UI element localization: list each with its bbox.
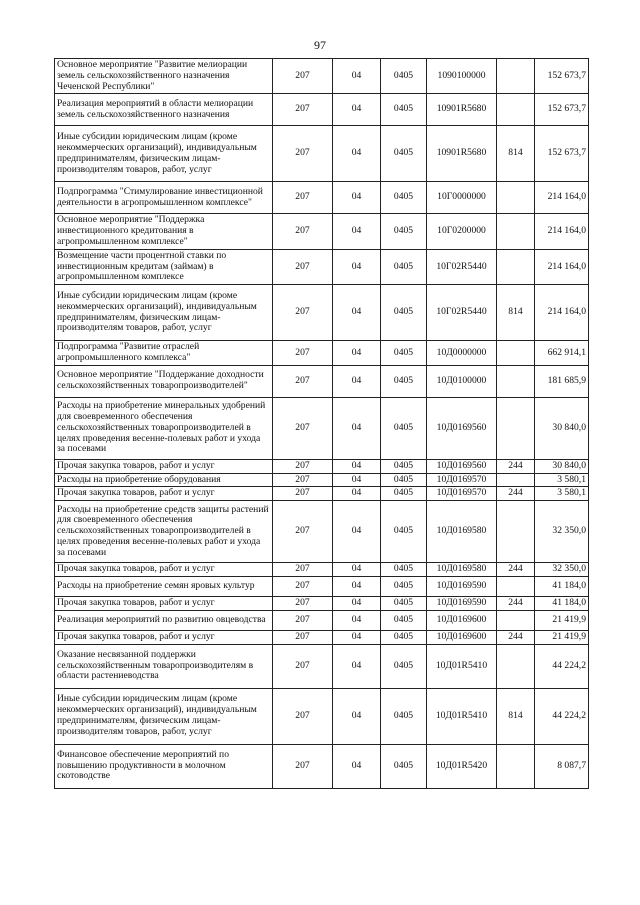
- row-expense-type-code: [497, 341, 535, 366]
- row-subsection-code: 0405: [381, 644, 427, 688]
- row-amount: 44 224,2: [535, 644, 589, 688]
- row-ministry-code: 207: [273, 126, 333, 182]
- row-name: Оказание несвязанной поддержки сельскохозяйственным товаропроизводителям в области растениеводства: [55, 644, 273, 688]
- row-amount: 662 914,1: [535, 341, 589, 366]
- row-amount: 181 685,9: [535, 365, 589, 397]
- row-target-code: 10Д01R5420: [427, 744, 497, 788]
- row-target-code: 10Д0169570: [427, 487, 497, 501]
- table-row: [55, 285, 589, 341]
- row-section-code: 04: [333, 688, 381, 744]
- row-amount: 3 580,1: [535, 473, 589, 487]
- table-row: [55, 744, 589, 788]
- row-name: Расходы на приобретение средств защиты растений для своевременного обеспечения сельскохозяйственных товаропроизводителей в целях проведения весенне-полевых работ и ухода за посевами: [55, 501, 273, 563]
- row-ministry-code: 207: [273, 596, 333, 610]
- row-section-code: 04: [333, 341, 381, 366]
- row-expense-type-code: [497, 744, 535, 788]
- row-subsection-code: 0405: [381, 59, 427, 94]
- row-ministry-code: 207: [273, 214, 333, 249]
- row-target-code: 1090100000: [427, 59, 497, 94]
- row-target-code: 10Д01R5410: [427, 644, 497, 688]
- row-expense-type-code: 814: [497, 126, 535, 182]
- row-name: Основное мероприятие "Развитие мелиорации земель сельскохозяйственного назначения Чеченской Республики": [55, 59, 273, 94]
- row-target-code: 10Г02R5440: [427, 285, 497, 341]
- row-name: Иные субсидии юридическим лицам (кроме некоммерческих организаций), индивидуальным предпринимателям, физическим лицам-производителям товаров, работ, услуг: [55, 285, 273, 341]
- row-section-code: 04: [333, 249, 381, 284]
- row-section-code: 04: [333, 596, 381, 610]
- row-expense-type-code: 244: [497, 487, 535, 501]
- table-row: [55, 576, 589, 596]
- row-ministry-code: 207: [273, 473, 333, 487]
- table-row: [55, 397, 589, 459]
- table-row: [55, 487, 589, 501]
- row-amount: 8 087,7: [535, 744, 589, 788]
- row-name: Расходы на приобретение оборудования: [55, 473, 273, 487]
- table-row: [55, 126, 589, 182]
- row-section-code: 04: [333, 744, 381, 788]
- row-amount: 32 350,0: [535, 501, 589, 563]
- row-expense-type-code: [497, 365, 535, 397]
- row-subsection-code: 0405: [381, 473, 427, 487]
- row-section-code: 04: [333, 563, 381, 577]
- row-subsection-code: 0405: [381, 365, 427, 397]
- row-name: Подпрограмма "Развитие отраслей агропромышленного комплекса": [55, 341, 273, 366]
- table-row: [55, 596, 589, 610]
- row-expense-type-code: [497, 473, 535, 487]
- row-subsection-code: 0405: [381, 126, 427, 182]
- row-expense-type-code: [497, 59, 535, 94]
- row-name: Основное мероприятие "Поддержка инвестиционного кредитования в агропромышленном комплексе": [55, 214, 273, 249]
- row-name: Основное мероприятие "Поддержание доходности сельскохозяйственных товаропроизводителей": [55, 365, 273, 397]
- budget-table-body: [55, 59, 589, 789]
- table-row: [55, 563, 589, 577]
- row-amount: 214 164,0: [535, 249, 589, 284]
- row-subsection-code: 0405: [381, 576, 427, 596]
- row-amount: 41 184,0: [535, 576, 589, 596]
- row-ministry-code: 207: [273, 94, 333, 126]
- row-expense-type-code: [497, 610, 535, 630]
- row-ministry-code: 207: [273, 341, 333, 366]
- row-target-code: 10Д0000000: [427, 341, 497, 366]
- row-expense-type-code: [497, 644, 535, 688]
- row-ministry-code: 207: [273, 365, 333, 397]
- row-amount: 44 224,2: [535, 688, 589, 744]
- row-expense-type-code: 244: [497, 459, 535, 473]
- page-number: 97: [314, 38, 326, 52]
- row-target-code: 10Д0169580: [427, 563, 497, 577]
- table-row: [55, 365, 589, 397]
- row-expense-type-code: [497, 501, 535, 563]
- row-ministry-code: 207: [273, 487, 333, 501]
- row-ministry-code: 207: [273, 459, 333, 473]
- row-name: Иные субсидии юридическим лицам (кроме некоммерческих организаций), индивидуальным предпринимателям, физическим лицам-производителям товаров, работ, услуг: [55, 688, 273, 744]
- row-amount: 152 673,7: [535, 94, 589, 126]
- row-amount: 152 673,7: [535, 126, 589, 182]
- row-subsection-code: 0405: [381, 285, 427, 341]
- row-target-code: 10Д0169560: [427, 459, 497, 473]
- row-ministry-code: 207: [273, 501, 333, 563]
- table-row: [55, 59, 589, 94]
- row-target-code: 10Г0000000: [427, 182, 497, 214]
- row-target-code: 10Д0169600: [427, 610, 497, 630]
- table-row: [55, 214, 589, 249]
- table-row: [55, 459, 589, 473]
- row-amount: 30 840,0: [535, 397, 589, 459]
- row-expense-type-code: 244: [497, 563, 535, 577]
- row-section-code: 04: [333, 487, 381, 501]
- row-subsection-code: 0405: [381, 487, 427, 501]
- row-expense-type-code: [497, 397, 535, 459]
- row-target-code: 10Д01R5410: [427, 688, 497, 744]
- row-name: Реализация мероприятий в области мелиорации земель сельскохозяйственного назначения: [55, 94, 273, 126]
- row-ministry-code: 207: [273, 576, 333, 596]
- row-ministry-code: 207: [273, 630, 333, 644]
- row-section-code: 04: [333, 576, 381, 596]
- table-row: [55, 249, 589, 284]
- row-amount: 214 164,0: [535, 182, 589, 214]
- row-subsection-code: 0405: [381, 94, 427, 126]
- row-section-code: 04: [333, 630, 381, 644]
- row-subsection-code: 0405: [381, 610, 427, 630]
- row-subsection-code: 0405: [381, 688, 427, 744]
- row-subsection-code: 0405: [381, 744, 427, 788]
- table-row: [55, 182, 589, 214]
- row-section-code: 04: [333, 214, 381, 249]
- row-expense-type-code: 814: [497, 285, 535, 341]
- row-subsection-code: 0405: [381, 397, 427, 459]
- row-subsection-code: 0405: [381, 459, 427, 473]
- row-expense-type-code: 244: [497, 630, 535, 644]
- row-amount: 41 184,0: [535, 596, 589, 610]
- table-row: [55, 473, 589, 487]
- row-amount: 214 164,0: [535, 285, 589, 341]
- row-expense-type-code: [497, 249, 535, 284]
- row-amount: 152 673,7: [535, 59, 589, 94]
- row-target-code: 10901R5680: [427, 126, 497, 182]
- row-ministry-code: 207: [273, 285, 333, 341]
- row-name: Финансовое обеспечение мероприятий по повышению продуктивности в молочном скотоводстве: [55, 744, 273, 788]
- row-subsection-code: 0405: [381, 501, 427, 563]
- row-target-code: 10Д0169600: [427, 630, 497, 644]
- row-name: Прочая закупка товаров, работ и услуг: [55, 630, 273, 644]
- table-row: [55, 341, 589, 366]
- row-expense-type-code: [497, 214, 535, 249]
- row-name: Прочая закупка товаров, работ и услуг: [55, 487, 273, 501]
- row-target-code: 10Д0169560: [427, 397, 497, 459]
- row-section-code: 04: [333, 126, 381, 182]
- row-name: Подпрограмма "Стимулирование инвестиционной деятельности в агропромышленном комплексе": [55, 182, 273, 214]
- row-amount: 21 419,9: [535, 630, 589, 644]
- table-row: [55, 688, 589, 744]
- row-target-code: 10Г02R5440: [427, 249, 497, 284]
- row-amount: 21 419,9: [535, 610, 589, 630]
- row-ministry-code: 207: [273, 249, 333, 284]
- row-ministry-code: 207: [273, 744, 333, 788]
- table-row: [55, 94, 589, 126]
- row-target-code: 10Г0200000: [427, 214, 497, 249]
- row-subsection-code: 0405: [381, 630, 427, 644]
- row-ministry-code: 207: [273, 59, 333, 94]
- row-ministry-code: 207: [273, 563, 333, 577]
- row-amount: 214 164,0: [535, 214, 589, 249]
- row-section-code: 04: [333, 473, 381, 487]
- budget-table: [54, 58, 589, 789]
- row-name: Иные субсидии юридическим лицам (кроме некоммерческих организаций), индивидуальным предпринимателям, физическим лицам-производителям товаров, работ, услуг: [55, 126, 273, 182]
- table-row: [55, 610, 589, 630]
- table-row: [55, 501, 589, 563]
- row-subsection-code: 0405: [381, 249, 427, 284]
- row-target-code: 10Д0169580: [427, 501, 497, 563]
- table-row: [55, 644, 589, 688]
- row-section-code: 04: [333, 59, 381, 94]
- row-subsection-code: 0405: [381, 563, 427, 577]
- row-name: Прочая закупка товаров, работ и услуг: [55, 563, 273, 577]
- row-section-code: 04: [333, 610, 381, 630]
- table-row: [55, 630, 589, 644]
- row-amount: 3 580,1: [535, 487, 589, 501]
- row-section-code: 04: [333, 182, 381, 214]
- row-target-code: 10901R5680: [427, 94, 497, 126]
- row-expense-type-code: 244: [497, 596, 535, 610]
- row-target-code: 10Д0169570: [427, 473, 497, 487]
- row-section-code: 04: [333, 365, 381, 397]
- row-name: Расходы на приобретение минеральных удобрений для своевременного обеспечения сельскохозяйственных товаропроизводителей в целях проведения весенне-полевых работ и ухода за посевами: [55, 397, 273, 459]
- row-ministry-code: 207: [273, 644, 333, 688]
- row-expense-type-code: [497, 182, 535, 214]
- row-name: Расходы на приобретение семян яровых культур: [55, 576, 273, 596]
- row-section-code: 04: [333, 459, 381, 473]
- row-section-code: 04: [333, 644, 381, 688]
- row-name: Реализация мероприятий по развитию овцеводства: [55, 610, 273, 630]
- row-name: Прочая закупка товаров, работ и услуг: [55, 596, 273, 610]
- row-subsection-code: 0405: [381, 214, 427, 249]
- row-amount: 32 350,0: [535, 563, 589, 577]
- row-expense-type-code: 814: [497, 688, 535, 744]
- row-target-code: 10Д0169590: [427, 596, 497, 610]
- row-subsection-code: 0405: [381, 182, 427, 214]
- row-ministry-code: 207: [273, 397, 333, 459]
- row-section-code: 04: [333, 501, 381, 563]
- row-name: Прочая закупка товаров, работ и услуг: [55, 459, 273, 473]
- row-section-code: 04: [333, 285, 381, 341]
- row-target-code: 10Д0169590: [427, 576, 497, 596]
- row-section-code: 04: [333, 397, 381, 459]
- row-amount: 30 840,0: [535, 459, 589, 473]
- row-ministry-code: 207: [273, 610, 333, 630]
- row-target-code: 10Д0100000: [427, 365, 497, 397]
- row-subsection-code: 0405: [381, 596, 427, 610]
- row-section-code: 04: [333, 94, 381, 126]
- row-name: Возмещение части процентной ставки по инвестиционным кредитам (займам) в агропромышленном комплексе: [55, 249, 273, 284]
- row-ministry-code: 207: [273, 182, 333, 214]
- row-expense-type-code: [497, 94, 535, 126]
- row-expense-type-code: [497, 576, 535, 596]
- row-ministry-code: 207: [273, 688, 333, 744]
- row-subsection-code: 0405: [381, 341, 427, 366]
